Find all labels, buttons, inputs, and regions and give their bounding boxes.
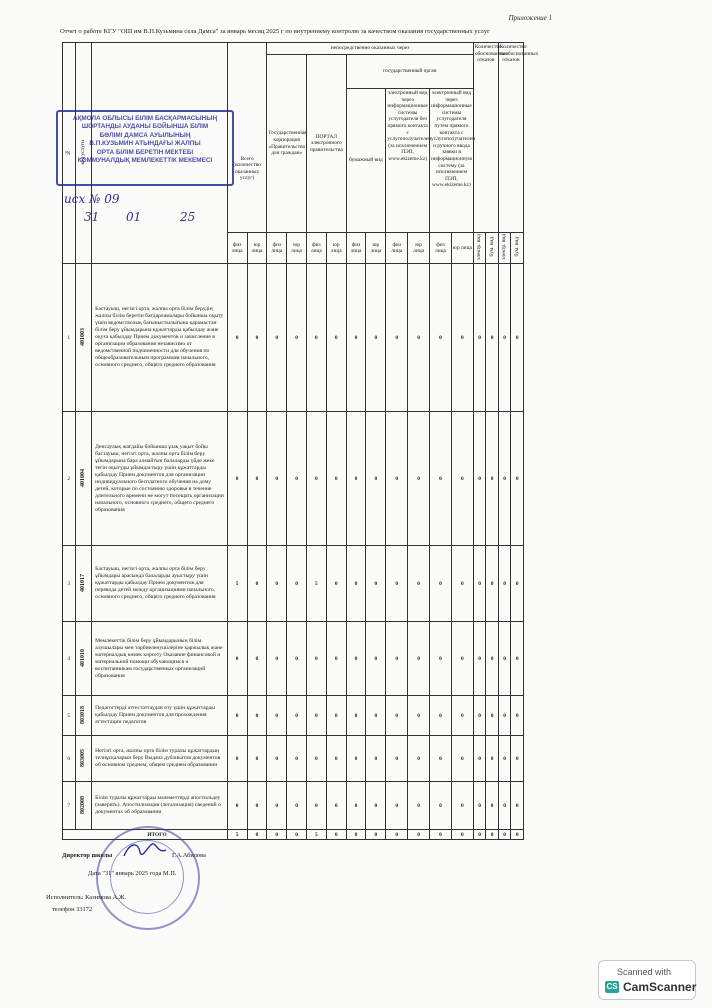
table-row — [63, 412, 524, 546]
table-cell: 0 — [267, 830, 287, 840]
appendix-label: Приложение 1 — [508, 14, 552, 22]
header-num: № — [63, 43, 76, 264]
director-label: Директор школы — [62, 852, 113, 859]
table-cell: 0 — [366, 622, 386, 696]
table-row — [63, 736, 524, 782]
table-cell: 0 — [346, 830, 366, 840]
table-cell: 0 — [473, 696, 486, 736]
row-service: Денсаулық жағдайы бойынша ұзақ уақыт бойы бастауыш, негізгі орта, жалпы орта білім беру ұйымдарына бара алмайтын балаларды үйде жеке тегін оқытуды ұйымдастыру үшін құжаттарды қабылдау Прием документов для организации индивидуального бесплатного обучения на дому детей, которые по состоянию здоровья в течение длительного времени не могут посещать организации начального, основного среднего, общего среднего образования — [92, 412, 228, 546]
table-cell: 0 — [307, 736, 327, 782]
row-code: 401003 — [75, 264, 92, 412]
table-cell: 0 — [346, 782, 366, 830]
table-cell: 0 — [511, 622, 524, 696]
table-cell: 0 — [267, 412, 287, 546]
table-cell: 5 — [307, 546, 327, 622]
table-cell: 0 — [486, 830, 499, 840]
table-row — [63, 782, 524, 830]
table-cell: 0 — [287, 830, 307, 840]
table-cell: 0 — [486, 696, 499, 736]
table-cell: 0 — [366, 782, 386, 830]
table-cell: 0 — [227, 264, 247, 412]
header-direct: непосредственно оказанных через — [267, 43, 473, 55]
table-cell: 0 — [430, 782, 452, 830]
table-cell: 0 — [267, 782, 287, 830]
table-cell: 0 — [366, 736, 386, 782]
table-cell: 0 — [511, 264, 524, 412]
table-cell: 0 — [408, 830, 430, 840]
table-cell: 0 — [227, 412, 247, 546]
table-cell: 0 — [326, 736, 346, 782]
table-cell: 0 — [386, 736, 408, 782]
sub-paper-view: бум. вид — [511, 233, 524, 264]
table-row — [63, 264, 524, 412]
table-cell: 0 — [408, 264, 430, 412]
table-cell: 0 — [366, 696, 386, 736]
sub-jur: юр лица — [247, 233, 267, 264]
date-year: 25 — [180, 210, 196, 224]
table-row — [63, 546, 524, 622]
table-cell: 0 — [346, 696, 366, 736]
sub-e-view: электр. вид — [473, 233, 486, 264]
table-cell: 0 — [307, 264, 327, 412]
row-code: 401004 — [75, 412, 92, 546]
table-cell: 0 — [430, 696, 452, 736]
date-day: 31 — [84, 210, 100, 224]
table-cell: 0 — [498, 546, 511, 622]
table-cell: 0 — [386, 622, 408, 696]
table-cell: 0 — [247, 736, 267, 782]
table-cell: 0 — [408, 736, 430, 782]
table-cell: 0 — [346, 412, 366, 546]
table-cell: 0 — [408, 546, 430, 622]
report-title: Отчет о работе КГУ "ОШ им В.П.Кузьмина села Дамса" за январь месяц 2025 г по внутреннему контролю за качеством оказания государственных услуг — [60, 28, 490, 35]
row-service: Педагогтерді аттестаттаудан өту үшін құжаттарды қабылдау Прием документов для прохождения аттестации педагогов — [92, 696, 228, 736]
table-cell: 0 — [386, 696, 408, 736]
sub-e-view: электр. вид — [498, 233, 511, 264]
table-cell: 0 — [326, 622, 346, 696]
header-portal: ПОРТАЛ электронного правительства — [307, 55, 347, 233]
table-cell: 0 — [267, 622, 287, 696]
table-cell: 0 — [430, 264, 452, 412]
table-cell: 0 — [511, 412, 524, 546]
table-cell: 0 — [267, 696, 287, 736]
row-num: 7 — [63, 782, 76, 830]
sub-jur: юр лица — [451, 233, 473, 264]
row-code: 401010 — [75, 622, 92, 696]
header-unjustified: Количество необоснованных отказов — [498, 43, 523, 233]
outgoing-number: исх № 09 — [64, 192, 120, 206]
table-cell: 0 — [486, 782, 499, 830]
sub-phys: физ лица — [307, 233, 327, 264]
table-cell: 0 — [511, 830, 524, 840]
total-label: ИТОГО — [63, 830, 228, 840]
table-cell: 0 — [430, 546, 452, 622]
table-cell: 0 — [408, 782, 430, 830]
row-code: 803018 — [75, 696, 92, 736]
table-cell: 0 — [247, 412, 267, 546]
table-cell: 0 — [287, 736, 307, 782]
row-num: 4 — [63, 622, 76, 696]
table-cell: 0 — [473, 622, 486, 696]
table-cell: 0 — [247, 622, 267, 696]
header-paper: бумажный вид — [346, 89, 386, 233]
header-code: код услуги — [75, 43, 92, 264]
table-cell: 0 — [227, 782, 247, 830]
table-cell: 0 — [307, 696, 327, 736]
table-cell: 0 — [473, 264, 486, 412]
official-stamp: АҚМОЛА ОБЛЫСЫ БІЛІМ БАСҚАРМАСЫНЫҢ ШОРТАНДЫ АУДАНЫ БОЙЫНША БІЛІМ БӨЛІМІ ДАМСА АУЫЛЫНЫҢ В.П.КУЗЬМИН АТЫНДАҒЫ ЖАЛПЫ ОРТА БІЛІМ БЕРЕТІН МЕКТЕБІ КОММУНАЛДЫҚ МЕМЛЕКЕТТІК МЕКЕМЕСІ — [56, 110, 234, 186]
row-num: 5 — [63, 696, 76, 736]
table-cell: 0 — [451, 696, 473, 736]
table-cell: 0 — [451, 830, 473, 840]
table-cell: 0 — [267, 264, 287, 412]
director-name: Г.А.Абилова — [172, 852, 206, 859]
header-e-without: электронный вид через информационные системы услугодателя без прямого контакта с услугополучателем (за исключением ПЭП, www.ekizeme.kz) — [386, 89, 430, 233]
date-month: 01 — [126, 210, 142, 224]
sub-paper-view: бум. вид — [486, 233, 499, 264]
table-cell: 0 — [451, 546, 473, 622]
table-cell: 5 — [227, 830, 247, 840]
table-cell: 0 — [287, 546, 307, 622]
table-row — [63, 696, 524, 736]
table-cell: 0 — [511, 696, 524, 736]
table-cell: 0 — [408, 412, 430, 546]
table-cell: 0 — [498, 622, 511, 696]
row-num: 2 — [63, 412, 76, 546]
header-justified: Количество обоснованных отказов — [473, 43, 498, 233]
table-cell: 0 — [307, 622, 327, 696]
sub-jur: юр лица — [408, 233, 430, 264]
camscanner-icon: CS — [606, 982, 618, 991]
table-cell: 0 — [287, 264, 307, 412]
table-cell: 0 — [451, 622, 473, 696]
table-cell: 0 — [366, 264, 386, 412]
table-cell: 0 — [451, 782, 473, 830]
table-cell: 0 — [247, 696, 267, 736]
table-cell: 0 — [227, 696, 247, 736]
table-cell: 0 — [326, 782, 346, 830]
table-cell: 0 — [486, 622, 499, 696]
sub-phys: физ лица — [267, 233, 287, 264]
table-cell: 0 — [408, 622, 430, 696]
table-cell: 0 — [227, 622, 247, 696]
table-cell: 0 — [473, 736, 486, 782]
row-code: 802008 — [75, 782, 92, 830]
row-service: Негізгі орта, жалпы орта білім туралы құжаттардың телнұсқаларын беру Выдача дубликатов документов об основном среднем, общем среднем образовании — [92, 736, 228, 782]
table-cell: 0 — [267, 546, 287, 622]
table-cell: 0 — [346, 546, 366, 622]
table-cell: 0 — [326, 830, 346, 840]
table-cell: 0 — [307, 412, 327, 546]
executor: Исполнитель: Казимова А.Ж. — [46, 894, 127, 901]
table-cell: 0 — [498, 830, 511, 840]
table-cell: 0 — [486, 546, 499, 622]
header-gov-org: государственный орган — [346, 55, 473, 89]
table-cell: 0 — [386, 264, 408, 412]
table-cell: 0 — [247, 830, 267, 840]
sub-phys: физ лица — [346, 233, 366, 264]
table-cell: 0 — [451, 736, 473, 782]
table-cell: 0 — [473, 782, 486, 830]
sub-phys: физ лица — [430, 233, 452, 264]
table-cell: 0 — [511, 736, 524, 782]
table-cell: 0 — [346, 264, 366, 412]
table-cell: 0 — [430, 622, 452, 696]
table-cell: 0 — [346, 622, 366, 696]
table-cell: 0 — [498, 264, 511, 412]
header-gov-corp: Государственная корпорация «Правительство для граждан» — [267, 55, 307, 233]
table-cell: 0 — [346, 736, 366, 782]
table-cell: 0 — [486, 736, 499, 782]
row-code: 803005 — [75, 736, 92, 782]
table-cell: 0 — [366, 830, 386, 840]
table-cell: 0 — [498, 696, 511, 736]
table-cell: 0 — [473, 830, 486, 840]
table-cell: 0 — [430, 830, 452, 840]
table-cell: 0 — [326, 264, 346, 412]
director-signature — [120, 838, 170, 864]
table-cell: 0 — [511, 546, 524, 622]
header-e-with: электронный вид через информационные системы услугодателя путем прямого контакта с услугополучателем и ручного ввода заявки в информационную систему (за исключением ПЭП, www.ekizeme.kz) — [430, 89, 474, 233]
row-num: 6 — [63, 736, 76, 782]
table-cell: 0 — [287, 696, 307, 736]
table-cell: 0 — [511, 782, 524, 830]
table-cell: 0 — [498, 736, 511, 782]
table-cell: 0 — [366, 546, 386, 622]
sub-phys: физ лица — [386, 233, 408, 264]
table-cell: 0 — [386, 412, 408, 546]
table-cell: 5 — [307, 830, 327, 840]
sub-jur: юр лица — [326, 233, 346, 264]
table-cell: 0 — [408, 696, 430, 736]
table-cell: 0 — [287, 412, 307, 546]
table-cell: 0 — [386, 782, 408, 830]
table-cell: 0 — [451, 412, 473, 546]
table-cell: 0 — [326, 546, 346, 622]
table-cell: 0 — [326, 696, 346, 736]
header-total: Всего (количество оказанных услуг) — [227, 43, 267, 233]
table-cell: 0 — [247, 546, 267, 622]
table-cell: 0 — [486, 412, 499, 546]
table-cell: 0 — [307, 782, 327, 830]
row-service: Бастауыш, негізгі орта, жалпы орта білім беру ұйымдары арасында балаларды ауыстыру үшін құжаттарды қабылдау Прием документов для перевода детей между организациями начального, основного среднего, общего среднего образования — [92, 546, 228, 622]
table-cell: 0 — [386, 830, 408, 840]
row-code: 401017 — [75, 546, 92, 622]
table-cell: 0 — [473, 412, 486, 546]
table-cell: 0 — [498, 412, 511, 546]
sub-phys: физ лица — [227, 233, 247, 264]
table-row — [63, 622, 524, 696]
table-cell: 0 — [498, 782, 511, 830]
table-cell: 0 — [287, 782, 307, 830]
table-cell: 0 — [386, 546, 408, 622]
table-cell: 0 — [326, 412, 346, 546]
row-num: 3 — [63, 546, 76, 622]
table-cell: 0 — [267, 736, 287, 782]
table-cell: 0 — [451, 264, 473, 412]
table-cell: 0 — [430, 412, 452, 546]
row-service: Білім туралы құжаттарды мәлеметтерді апостильдеу (заверить). Апостилизация (легализация) сведений о документах об образовании — [92, 782, 228, 830]
phone: телефон 33172 — [52, 906, 93, 913]
sub-jur: юр лица — [366, 233, 386, 264]
table-cell: 0 — [247, 782, 267, 830]
table-cell: 0 — [287, 622, 307, 696]
table-cell: 0 — [366, 412, 386, 546]
table-cell: 0 — [430, 736, 452, 782]
date-line: Дата "31" январь 2025 года М.П. — [88, 870, 177, 877]
table-cell: 0 — [473, 546, 486, 622]
table-cell: 0 — [247, 264, 267, 412]
table-cell: 0 — [227, 736, 247, 782]
row-service: Мемлекеттік білім беру ұйымдарының білім алушылары мен тәрбиеленушілеріне қаржылық және материалдық көмек көрсету Оказание финансовой и материальной помощи обучающимся и воспитанникам государственных организаций образования — [92, 622, 228, 696]
table-cell: 5 — [227, 546, 247, 622]
row-service: Бастауыш, негізгі орта, жалпы орта білім берудің жалпы білім беретін бағдарламалары бойынша оқыту үшін ведомстволық бағыныстылығына қарамастан білім беру ұйымдарына құжаттарды қабылдау және оқуға қабылдау Прием документов и зачисление в организации образования независимо от ведомственной подчиненности для обучения по общеобразовательным программам начального, основного среднего, общего среднего образования — [92, 264, 228, 412]
row-num: 1 — [63, 264, 76, 412]
sub-jur: юр лица — [287, 233, 307, 264]
camscanner-badge: Scanned with CS CamScanner — [598, 960, 696, 1000]
table-cell: 0 — [486, 264, 499, 412]
